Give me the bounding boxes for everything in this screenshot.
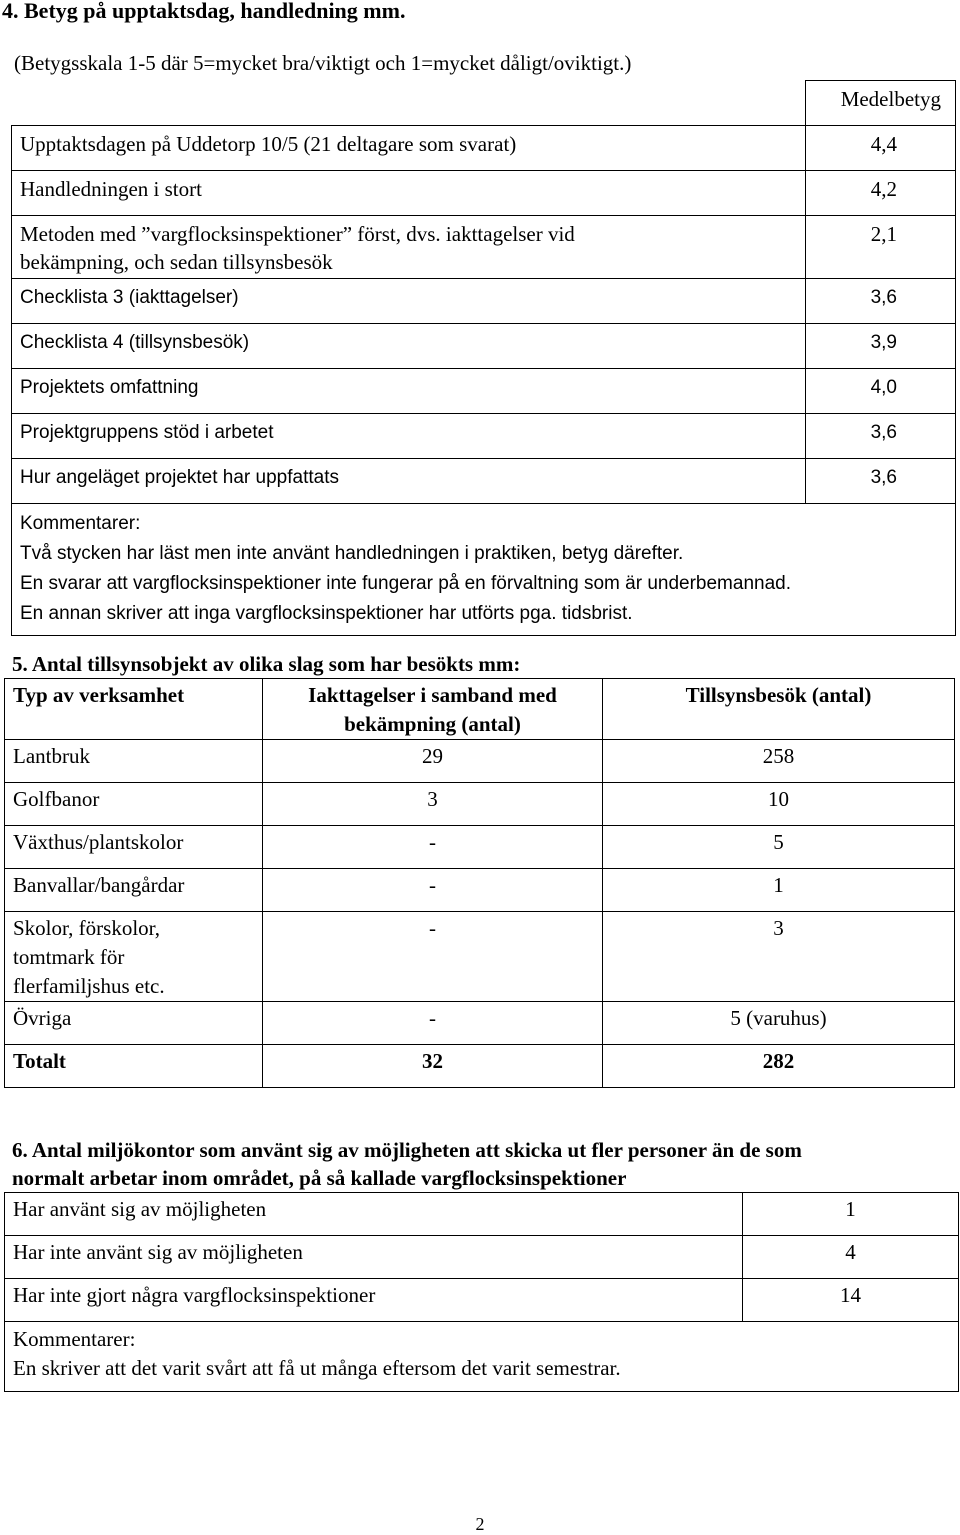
rating-value: 2,1	[806, 216, 956, 279]
comment-line: En skriver att det varit svårt att få ut många eftersom det varit semestrar.	[13, 1356, 621, 1380]
table-row	[5, 1279, 959, 1322]
column-header-observations	[263, 679, 603, 740]
rating-value: 4,0	[806, 369, 956, 414]
business-type-line: Skolor, förskolor,	[13, 916, 161, 940]
table-row	[12, 216, 956, 279]
visit-count: 258	[603, 740, 955, 783]
table-row	[5, 1236, 959, 1279]
business-type: Växthus/plantskolor	[5, 826, 263, 869]
response-label: Har inte gjort några vargflocksinspektioner	[5, 1279, 743, 1322]
column-header-type: Typ av verksamhet	[5, 679, 263, 740]
table-header-row	[5, 679, 955, 740]
visit-count: 5	[603, 826, 955, 869]
section5-heading: 5. Antal tillsynsobjekt av olika slag som har besökts mm:	[12, 652, 521, 676]
comments-row	[5, 1322, 959, 1392]
ratings-header-blank	[12, 81, 806, 126]
observation-count: -	[263, 869, 603, 912]
rating-value: 3,6	[806, 414, 956, 459]
observation-count: -	[263, 912, 603, 1002]
observation-count: -	[263, 1002, 603, 1045]
observation-count: 29	[263, 740, 603, 783]
response-count: 1	[743, 1193, 959, 1236]
rating-scale-note: (Betygsskala 1-5 där 5=mycket bra/viktigt och 1=mycket dåligt/oviktigt.)	[14, 51, 632, 75]
total-row	[5, 1045, 955, 1088]
table-row	[5, 1002, 955, 1045]
comments-cell	[12, 504, 956, 636]
table-row	[5, 740, 955, 783]
comment-line: Två stycken har läst men inte använt handledningen i praktiken, betyg därefter.	[20, 543, 684, 564]
comments-row	[12, 504, 956, 636]
rating-label: Checklista 3 (iakttagelser)	[12, 279, 806, 324]
business-type	[5, 912, 263, 1002]
table-row	[12, 459, 956, 504]
table-row	[12, 324, 956, 369]
business-type: Lantbruk	[5, 740, 263, 783]
response-count: 4	[743, 1236, 959, 1279]
business-type: Övriga	[5, 1002, 263, 1045]
rating-value: 3,9	[806, 324, 956, 369]
observation-count: 3	[263, 783, 603, 826]
rating-label: Upptaktsdagen på Uddetorp 10/5 (21 deltagare som svarat)	[12, 126, 806, 171]
average-rating-header: Medelbetyg	[806, 81, 956, 126]
visit-count: 3	[603, 912, 955, 1002]
rating-label-line: bekämpning, och sedan tillsynsbesök	[20, 250, 333, 274]
visit-count: 1	[603, 869, 955, 912]
business-type-line: tomtmark för	[13, 945, 125, 969]
response-label: Har inte använt sig av möjligheten	[5, 1236, 743, 1279]
table-row	[12, 369, 956, 414]
page-number: 2	[475, 1514, 485, 1534]
table-row	[12, 171, 956, 216]
comments-label: Kommentarer:	[13, 1327, 136, 1351]
rating-label: Checklista 4 (tillsynsbesök)	[12, 324, 806, 369]
total-observations: 32	[263, 1045, 603, 1088]
rating-label: Hur angeläget projektet har uppfattats	[12, 459, 806, 504]
comment-line: En svarar att vargflocksinspektioner inte fungerar på en förvaltning som är underbemannad.	[20, 573, 791, 594]
rating-label: Projektgruppens stöd i arbetet	[12, 414, 806, 459]
table-row	[12, 279, 956, 324]
rating-label-line: Metoden med ”vargflocksinspektioner” först, dvs. iakttagelser vid	[20, 222, 575, 246]
comments-cell	[5, 1322, 959, 1392]
visit-count: 5 (varuhus)	[603, 1002, 955, 1045]
section6-heading-line: 6. Antal miljökontor som använt sig av möjligheten att skicka ut fler personer än de som	[12, 1138, 802, 1162]
comment-line: En annan skriver att inga vargflocksinspektioner har utförts pga. tidsbrist.	[20, 603, 633, 624]
table-row	[12, 126, 956, 171]
table-row	[5, 1193, 959, 1236]
table-row	[12, 414, 956, 459]
response-count: 14	[743, 1279, 959, 1322]
observation-count: -	[263, 826, 603, 869]
rating-value: 3,6	[806, 279, 956, 324]
section4-heading: 4. Betyg på upptaktsdag, handledning mm.	[2, 0, 406, 23]
rating-label	[12, 216, 806, 279]
ratings-table	[11, 80, 956, 636]
column-header-line: bekämpning (antal)	[344, 712, 521, 736]
table-row	[5, 826, 955, 869]
inspection-objects-table	[4, 678, 955, 1088]
business-type: Banvallar/bangårdar	[5, 869, 263, 912]
rating-label: Projektets omfattning	[12, 369, 806, 414]
table-row	[5, 869, 955, 912]
column-header-visits: Tillsynsbesök (antal)	[603, 679, 955, 740]
section6-heading-line: normalt arbetar inom området, på så kallade vargflocksinspektioner	[12, 1166, 627, 1190]
team-inspection-table	[4, 1192, 959, 1392]
total-visits: 282	[603, 1045, 955, 1088]
rating-label: Handledningen i stort	[12, 171, 806, 216]
column-header-line: Iakttagelser i samband med	[308, 683, 557, 707]
rating-value: 3,6	[806, 459, 956, 504]
visit-count: 10	[603, 783, 955, 826]
business-type-line: flerfamiljshus etc.	[13, 974, 165, 998]
rating-value: 4,4	[806, 126, 956, 171]
business-type: Golfbanor	[5, 783, 263, 826]
table-row	[5, 912, 955, 1002]
ratings-header-row	[12, 81, 956, 126]
response-label: Har använt sig av möjligheten	[5, 1193, 743, 1236]
rating-value: 4,2	[806, 171, 956, 216]
comments-label: Kommentarer:	[20, 513, 141, 534]
table-row	[5, 783, 955, 826]
section6-heading	[12, 1136, 957, 1192]
total-label: Totalt	[5, 1045, 263, 1088]
